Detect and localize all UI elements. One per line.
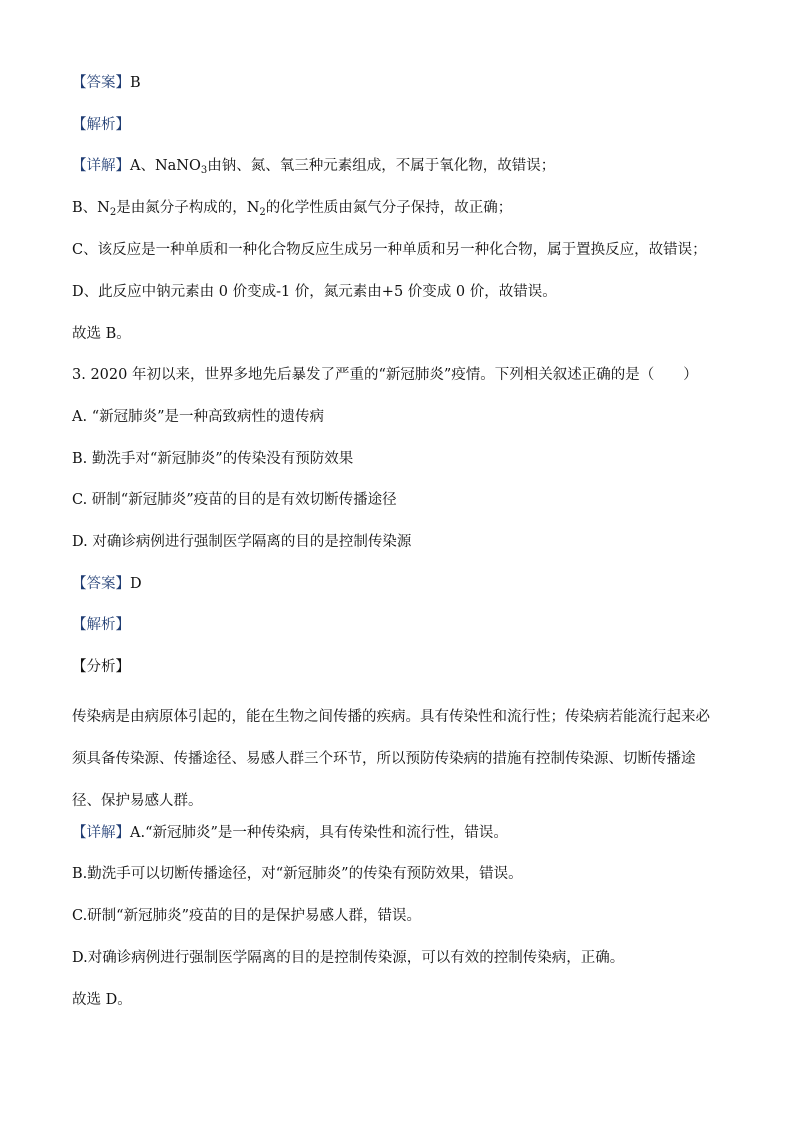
detail-label: 【详解】 bbox=[72, 825, 130, 841]
q3-detail-d: D.对确诊病例进行强制医学隔离的目的是控制传染源，可以有效的控制传染病，正确。 bbox=[72, 950, 625, 966]
q2-detail-b: B、$N_2$是由氮分子构成的，$N_2$的化学性质由氮气分子保持，故正确； bbox=[72, 200, 513, 218]
q3-analysis-label: 【解析】 bbox=[72, 617, 130, 633]
q3-option-a: A. “新冠肺炎”是一种高致病性的遗传病 bbox=[72, 409, 325, 425]
q3-question: 3. 2020 年初以来，世界多地先后暴发了严重的“新冠肺炎”疫情。下列相关叙述正确的是（ ） bbox=[72, 367, 698, 383]
q3-option-c: C. 研制“新冠肺炎”疫苗的目的是有效切断传播途径 bbox=[72, 492, 397, 508]
q3-detail-b: B.勤洗手可以切断传播途径，对“新冠肺炎”的传染有预防效果，错误。 bbox=[72, 866, 523, 882]
q2-analysis-label: 【解析】 bbox=[72, 117, 130, 133]
q2-choose: 故选 B。 bbox=[72, 326, 131, 342]
answer-label: 【答案】 bbox=[72, 576, 130, 592]
q3-answer bbox=[72, 574, 142, 594]
q3-choose: 故选 D。 bbox=[72, 992, 132, 1008]
q2-detail-c: C、该反应是一种单质和一种化合物反应生成另一种单质和另一种化合物，属于置换反应，故错误； bbox=[72, 242, 707, 258]
answer-label: 【答案】 bbox=[72, 75, 130, 91]
answer-value: D bbox=[130, 576, 142, 592]
q3-paragraph: 传染病是由病原体引起的，能在生物之间传播的疾病。具有传染性和流行性；传染病若能流行起来必须具备传染源、传播途径、易感人群三个环节，所以预防传染病的措施有控制传染源、切断传播途径、保护易感人群。 bbox=[72, 709, 710, 809]
answer-value: B bbox=[130, 75, 141, 91]
q2-detail-a: 【详解】A、NaNO$_3$由钠、氮、氧三种元素组成，不属于氧化物，故错误； bbox=[72, 158, 556, 176]
q3-detail-a: 【详解】A.“新冠肺炎”是一种传染病，具有传染性和流行性，错误。 bbox=[72, 825, 508, 841]
q3-option-d: D. 对确诊病例进行强制医学隔离的目的是控制传染源 bbox=[72, 534, 412, 550]
q2-answer bbox=[72, 73, 141, 93]
q3-detail-c: C.研制“新冠肺炎”疫苗的目的是保护易感人群，错误。 bbox=[72, 908, 422, 924]
detail-label: 【详解】 bbox=[72, 158, 130, 174]
q3-fenxi-label: 【分析】 bbox=[72, 659, 130, 675]
q3-option-b: B. 勤洗手对“新冠肺炎”的传染没有预防效果 bbox=[72, 451, 354, 467]
q2-detail-d: D、此反应中钠元素由 0 价变成-1 价，氮元素由+5 价变成 0 价，故错误。 bbox=[72, 284, 557, 300]
